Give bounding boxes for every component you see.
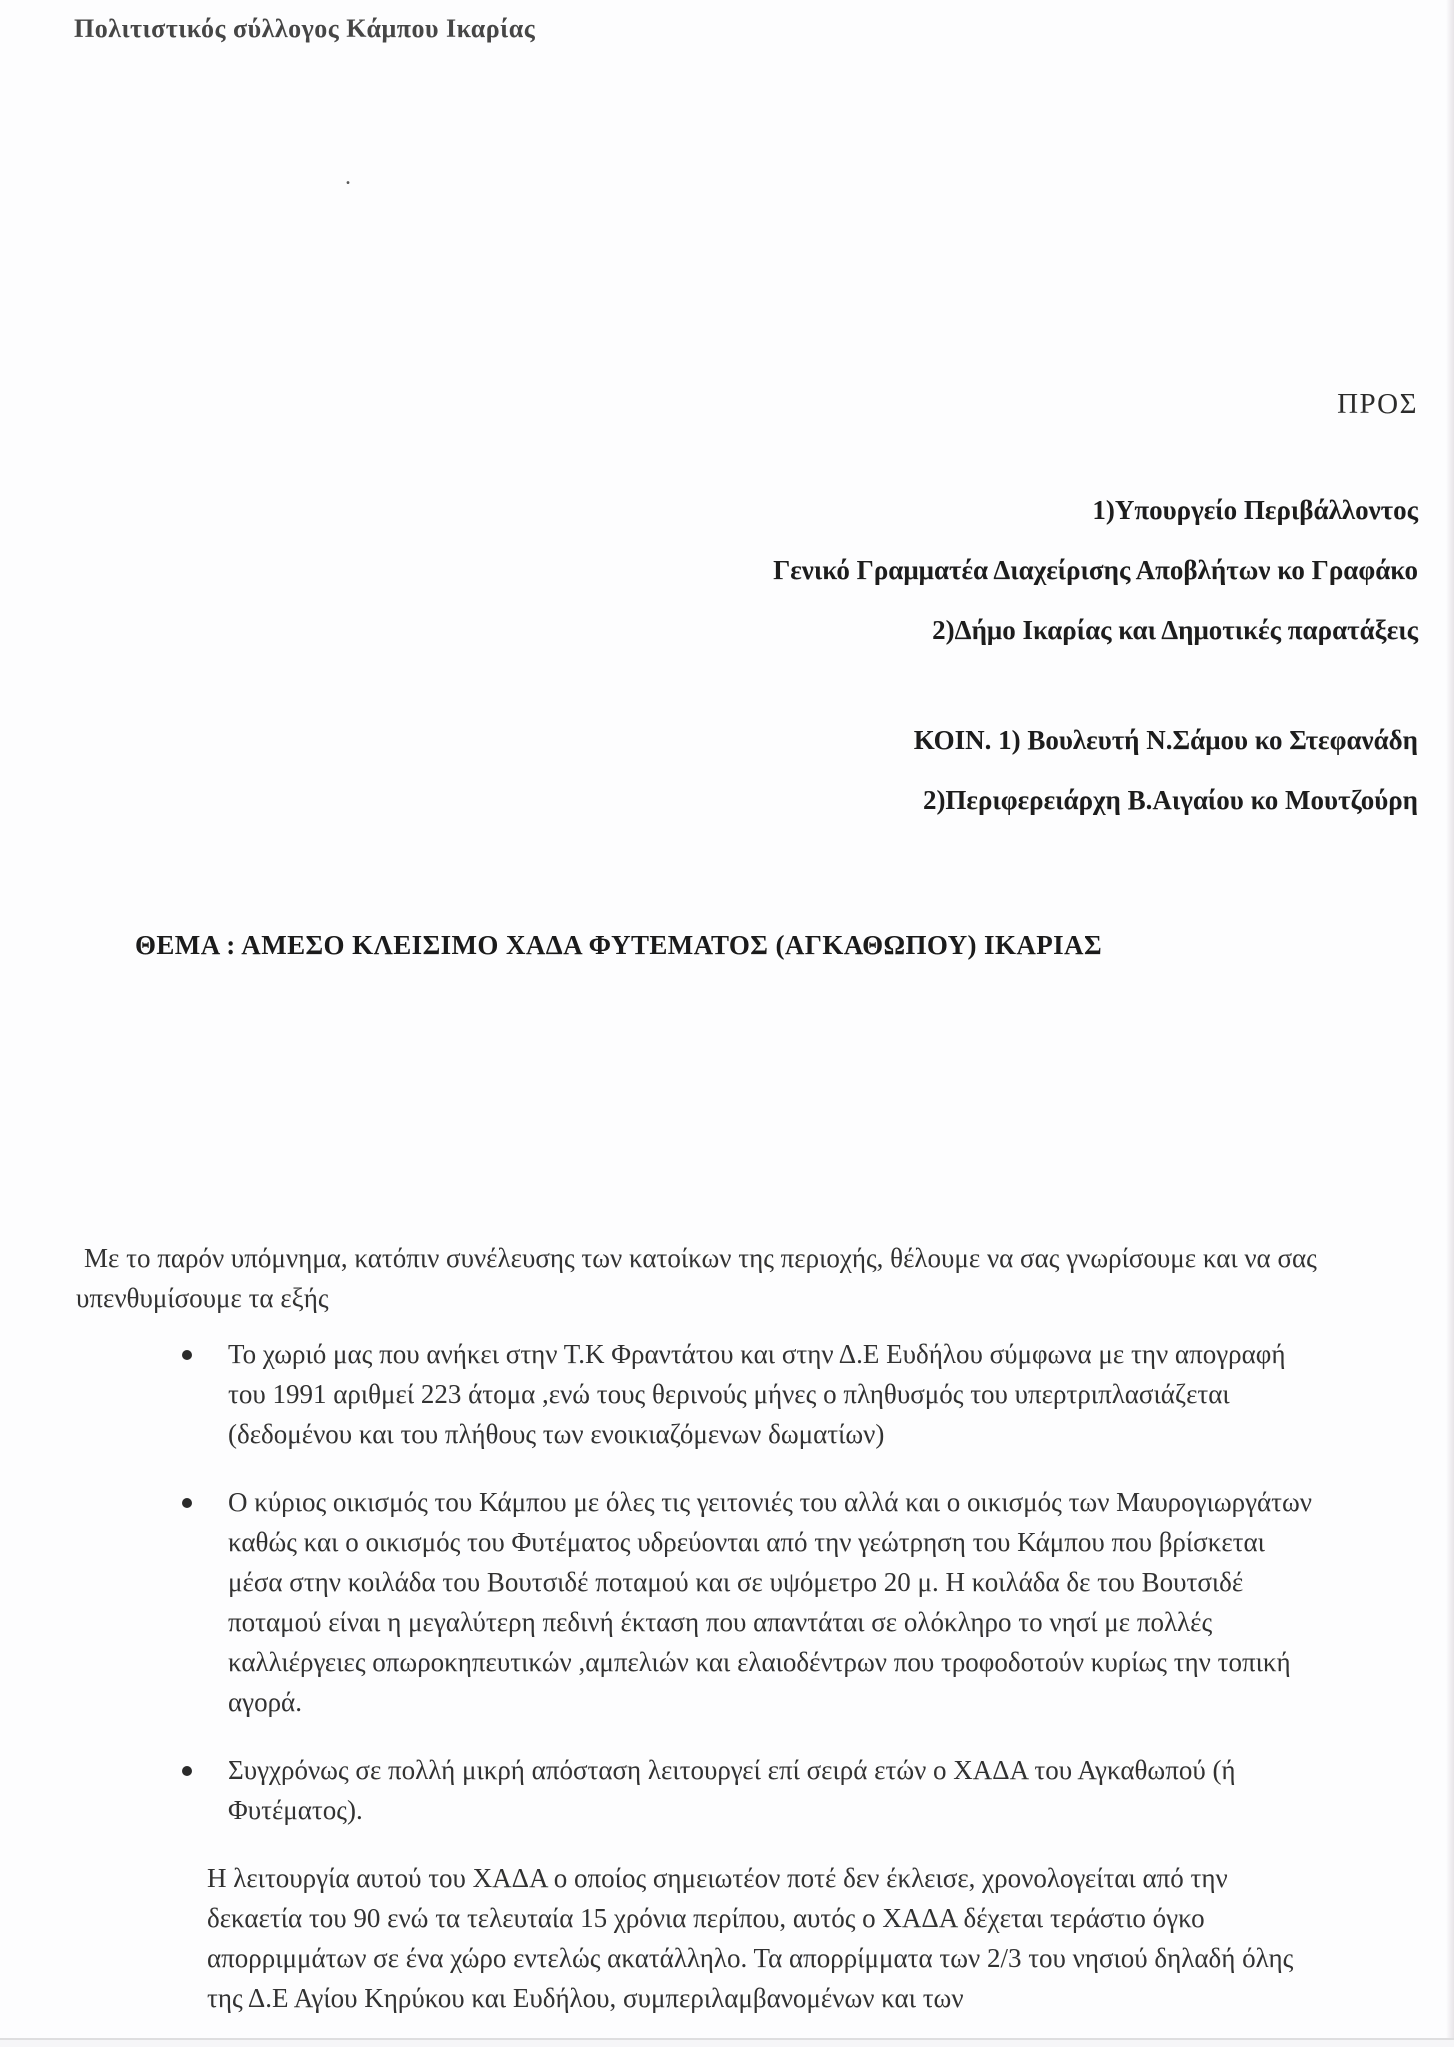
scan-edge-artifact-right [1446, 0, 1454, 2047]
bullet-icon [182, 1350, 192, 1360]
koin-block [914, 724, 1418, 844]
koin-line: 2)Περιφερειάρχη Β.Αιγαίου κο Μουτζούρη [922, 785, 1418, 815]
bullet-text: Ο κύριος οικισμός του Κάμπου με όλες τις γειτονιές του αλλά και ο οικισμός των Μαυρογιωργάτων καθώς και ο οικισμός του Φυτέματος υδρεύονται από την γεώτρηση του Κάμπου που βρίσκεται μέσα στην κοιλάδα του Βουτσιδέ ποταμού και σε υψόμετρο 20 μ. Η κοιλάδα δε του Βουτσιδέ ποταμού είναι η μεγαλύτερη πεδινή έκταση που απαντάται σε ολόκληρο το νησί με πολλές καλλιέργειες οπωροκηπευτικών ,αμπελιών και ελαιοδέντρων που τροφοδοτούν κυρίως την τοπική αγορά. [228, 1487, 1313, 1717]
list-item [180, 1482, 1322, 1722]
closing-paragraph: Η λειτουργία αυτού του ΧΑΔΑ ο οποίος σημειωτέον ποτέ δεν έκλεισε, χρονολογείται από την δεκαετία του 90 ενώ τα τελευταία 15 χρόνια περίπου, αυτός ο ΧΑΔΑ δέχεται τεράστιο όγκο απορριμμάτων σε ένα χώρο εντελώς ακατάλληλο. Τα απορρίμματα των 2/3 του νησιού δηλαδή όλης της Δ.Ε Αγίου Κηρύκου και Ευδήλου, συμπεριλαμβανομένων και των [207, 1863, 1294, 2013]
list-item [180, 1334, 1322, 1454]
recipient-line: Γενικό Γραμματέα Διαχείρισης Αποβλήτων κο Γραφάκο [773, 555, 1418, 585]
list-item [180, 1750, 1322, 1830]
bullet-text: Το χωριό μας που ανήκει στην Τ.Κ Φραντάτου και στην Δ.Ε Ευδήλου σύμφωνα με την απογραφή του 1991 αριθμεί 223 άτομα ,ενώ τους θερινούς μήνες ο πληθυσμός του υπερτριπλασιάζεται (δεδομένου και του πλήθους των ενοικιαζόμενων δωματίων) [228, 1339, 1286, 1449]
recipients-block [773, 494, 1418, 674]
recipient-line: 1)Υπουργείο Περιβάλλοντος [1092, 495, 1418, 525]
intro-paragraph: Με το παρόν υπόμνημα, κατόπιν συνέλευσης των κατοίκων της περιοχής, θέλουμε να σας γνωρίσουμε και να σας υπενθυμίσουμε τα εξής [76, 1243, 1317, 1313]
pros-heading: ΠΡΟΣ [1337, 388, 1418, 420]
stray-scan-mark: . [345, 164, 351, 190]
bullet-text: Συγχρόνως σε πολλή μικρή απόσταση λειτουργεί επί σειρά ετών ο ΧΑΔΑ του Αγκαθωπού (ή Φυτέματος). [228, 1755, 1236, 1825]
bullet-icon [182, 1766, 192, 1776]
koin-line: ΚΟΙΝ. 1) Βουλευτή Ν.Σάμου κο Στεφανάδη [913, 725, 1418, 755]
recipient-line: 2)Δήμο Ικαρίας και Δημοτικές παρατάξεις [932, 615, 1418, 645]
scan-edge-artifact-bottom-band [0, 2040, 1454, 2047]
organization-header: Πολιτιστικός σύλλογος Κάμπου Ικαρίας [74, 14, 536, 43]
bullet-icon [182, 1498, 192, 1508]
subject-line: ΘΕΜΑ : ΑΜΕΣΟ ΚΛΕΙΣΙΜΟ ΧΑΔΑ ΦΥΤΕΜΑΤΟΣ (ΑΓΚΑΘΩΠΟΥ) ΙΚΑΡΙΑΣ [135, 930, 1103, 960]
body-block [180, 1334, 1322, 2018]
